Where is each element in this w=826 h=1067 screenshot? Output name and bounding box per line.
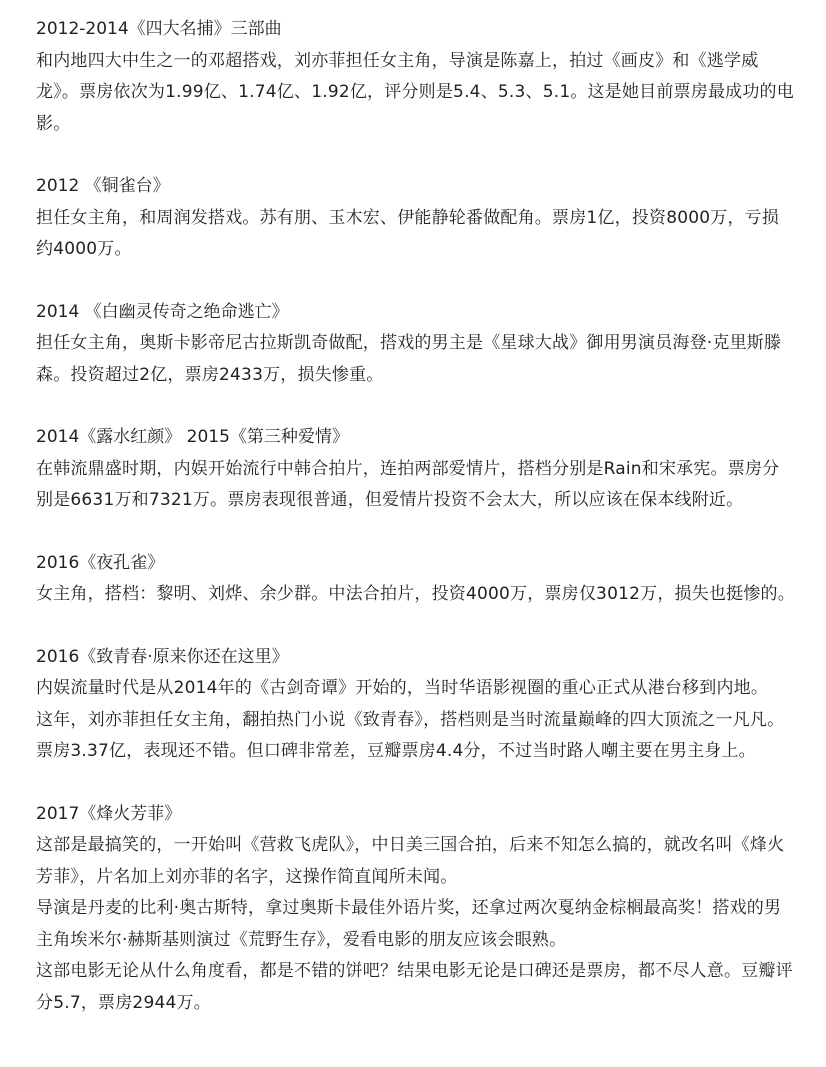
- section-heading: 2017《烽火芳菲》: [36, 803, 182, 824]
- film-section: [36, 548, 796, 611]
- film-section: [36, 422, 796, 517]
- section-heading: 2016《夜孔雀》: [36, 552, 165, 573]
- section-paragraph: 在韩流鼎盛时期，内娱开始流行中韩合拍片，连拍两部爱情片，搭档分别是Rain和宋承宪。票房分别是6631万和7321万。票房表现很普通，但爱情片投资不会太大，所以应该在保本线附近。: [36, 458, 780, 510]
- section-paragraph: 女主角，搭档：黎明、刘烨、余少群。中法合拍片，投资4000万，票房仅3012万，损失也挺惨的。: [36, 584, 795, 604]
- film-section: [36, 297, 796, 392]
- section-heading: 2012-2014《四大名捕》三部曲: [36, 19, 282, 39]
- film-section: [36, 642, 796, 768]
- section-paragraph: 担任女主角，奥斯卡影帝尼古拉斯凯奇做配，搭戏的男主是《星球大战》御用男演员海登·克里斯滕森。投资超过2亿，票房2433万，损失惨重。: [36, 333, 782, 385]
- section-paragraph: 票房3.37亿，表现还不错。但口碑非常差，豆瓣票房4.4分，不过当时路人嘲主要在男主身上。: [36, 741, 756, 761]
- section-paragraph: 担任女主角，和周润发搭戏。苏有朋、玉木宏、伊能静轮番做配角。票房1亿，投资8000万，亏损约4000万。: [36, 207, 780, 259]
- section-heading: 2014 《白幽灵传奇之绝命逃亡》: [36, 301, 289, 322]
- film-section: [36, 14, 796, 140]
- article-body: [36, 14, 796, 1050]
- film-section: [36, 799, 796, 1020]
- section-heading: 2014《露水红颜》 2015《第三种爱情》: [36, 427, 349, 447]
- section-paragraph: 这年，刘亦菲担任女主角，翻拍热门小说《致青春》，搭档则是当时流量巅峰的四大顶流之一凡凡。: [36, 709, 785, 730]
- section-paragraph: 这部是最搞笑的，一开始叫《营救飞虎队》，中日美三国合拍，后来不知怎么搞的，就改名叫《烽火芳菲》，片名加上刘亦菲的名字，这操作简直闻所未闻。: [36, 835, 785, 887]
- section-heading: 2012 《铜雀台》: [36, 176, 170, 196]
- film-section: [36, 171, 796, 266]
- section-paragraph: 这部电影无论从什么角度看，都是不错的饼吧？结果电影无论是口碑还是票房，都不尽人意。豆瓣评分5.7，票房2944万。: [36, 961, 793, 1013]
- section-heading: 2016《致青春·原来你还在这里》: [36, 646, 289, 667]
- section-paragraph: 和内地四大中生之一的邓超搭戏，刘亦菲担任女主角，导演是陈嘉上，拍过《画皮》和《逃学威龙》。票房依次为1.99亿、1.74亿、1.92亿，评分则是5.4、5.3、5.1。这是她目前票房最成功的电影。: [36, 50, 794, 134]
- section-paragraph: 导演是丹麦的比利·奥古斯特，拿过奥斯卡最佳外语片奖，还拿过两次戛纳金棕榈最高奖！搭戏的男主角埃米尔·赫斯基则演过《荒野生存》，爱看电影的朋友应该会眼熟。: [36, 898, 782, 950]
- section-paragraph: 内娱流量时代是从2014年的《古剑奇谭》开始的，当时华语影视圈的重心正式从港台移到内地。: [36, 678, 769, 698]
